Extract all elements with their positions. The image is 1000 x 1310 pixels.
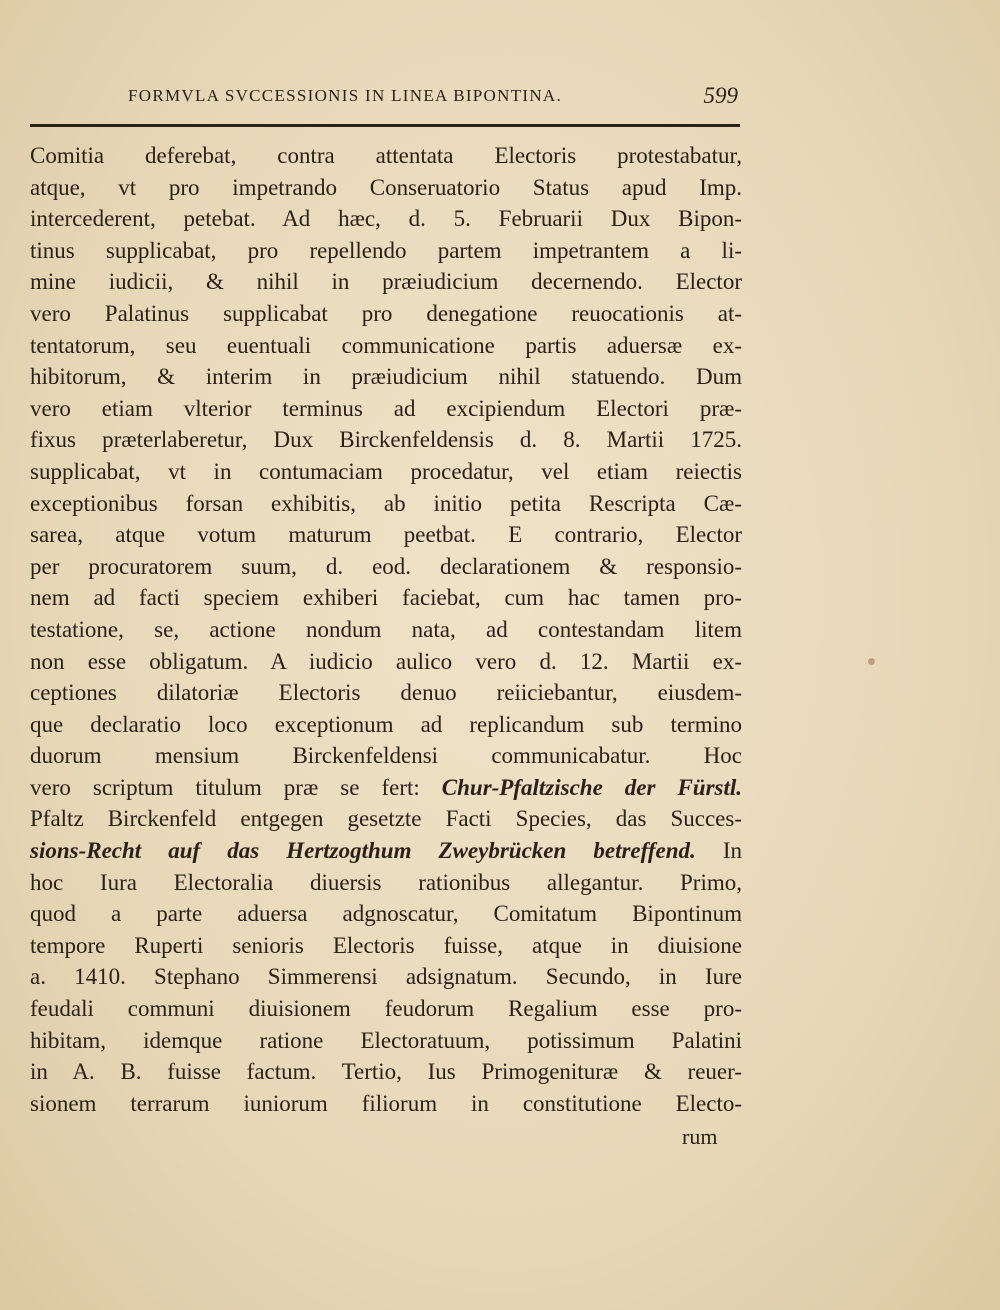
header-rule xyxy=(30,124,740,127)
running-title: FORMVLA SVCCESSIONIS IN LINEA BIPONTINA. xyxy=(128,86,563,105)
body-text xyxy=(30,140,742,1119)
text-line: sionem terrarum iuniorum filiorum in constitutione Electo- xyxy=(30,1090,742,1116)
text-line: per procuratorem suum, d. eod. declarationem & responsio- xyxy=(30,553,742,579)
german-title-end-line xyxy=(30,835,742,867)
text-line: feudali communi diuisionem feudorum Regalium esse pro- xyxy=(30,996,742,1022)
text-line: vero Palatinus supplicabat pro denegatione reuocationis at- xyxy=(30,300,742,326)
text-line-with-german-title xyxy=(30,772,742,804)
text-line: que declaratio loco exceptionum ad replicandum sub termino xyxy=(30,711,742,737)
page-header xyxy=(128,83,740,112)
text-line: in A. B. fuisse factum. Tertio, Ius Primogenituræ & reuer- xyxy=(30,1059,742,1085)
text-line: hibitorum, & interim in præiudicium nihil statuendo. Dum xyxy=(30,364,742,390)
catchword: rum xyxy=(682,1124,718,1149)
text-line: atque, vt pro impetrando Conseruatorio Status apud Imp. xyxy=(30,174,742,200)
text-line: a. 1410. Stephano Simmerensi adsignatum. Secundo, in Iure xyxy=(30,964,742,990)
text-line: tempore Ruperti senioris Electoris fuisse, atque in diuisione xyxy=(30,932,742,958)
text-line: tentatorum, seu euentuali communicatione partis aduersæ ex- xyxy=(30,332,742,358)
text-line: duorum mensium Birckenfeldensi communicabatur. Hoc xyxy=(30,743,742,769)
page-number: 599 xyxy=(703,83,738,108)
german-title-end: sions-Recht auf das Hertzogthum Zweybrücken betreffend. xyxy=(30,838,696,864)
text-line: hibitam, idemque ratione Electoratuum, potissimum Palatini xyxy=(30,1027,742,1053)
text-line: Comitia deferebat, contra attentata Electoris protestabatur, xyxy=(30,143,742,168)
text-segment: In xyxy=(722,838,742,864)
text-line: intercederent, petebat. Ad hæc, d. 5. Februarii Dux Bipon- xyxy=(30,206,742,232)
text-line: hoc Iura Electoralia diuersis rationibus allegantur. Primo, xyxy=(30,869,742,895)
german-title-start: Chur-Pfaltzische der Fürstl. xyxy=(441,774,743,800)
text-line: non esse obligatum. A iudicio aulico vero d. 12. Martii ex- xyxy=(30,648,742,674)
paper-speck xyxy=(868,658,875,665)
text-line: ceptiones dilatoriæ Electoris denuo reiiciebantur, eiusdem- xyxy=(30,680,742,706)
text-line: tinus supplicabat, pro repellendo partem impetrantem a li- xyxy=(30,237,742,263)
text-line: nem ad facti speciem exhiberi faciebat, cum hac tamen pro- xyxy=(30,585,742,611)
text-line: quod a parte aduersa adgnoscatur, Comitatum Bipontinum xyxy=(30,901,742,927)
text-line: mine iudicii, & nihil in præiudicium decernendo. Elector xyxy=(30,269,742,295)
text-line: testatione, se, actione nondum nata, ad contestandam litem xyxy=(30,616,742,642)
text-line: sarea, atque votum maturum peetbat. E contrario, Elector xyxy=(30,522,742,548)
text-line: supplicabat, vt in contumaciam procedatur, vel etiam reiectis xyxy=(30,458,742,484)
text-line: vero etiam vlterior terminus ad excipiendum Electori præ- xyxy=(30,395,742,421)
german-title-line: Pfaltz Birckenfeld entgegen gesetzte Facti Species, das Succes- xyxy=(30,806,742,832)
text-line: exceptionibus forsan exhibitis, ab initio petita Rescripta Cæ- xyxy=(30,490,742,516)
text-line: fixus præterlaberetur, Dux Birckenfeldensis d. 8. Martii 1725. xyxy=(30,427,742,453)
text-segment: vero scriptum titulum præ se fert: xyxy=(30,774,420,800)
